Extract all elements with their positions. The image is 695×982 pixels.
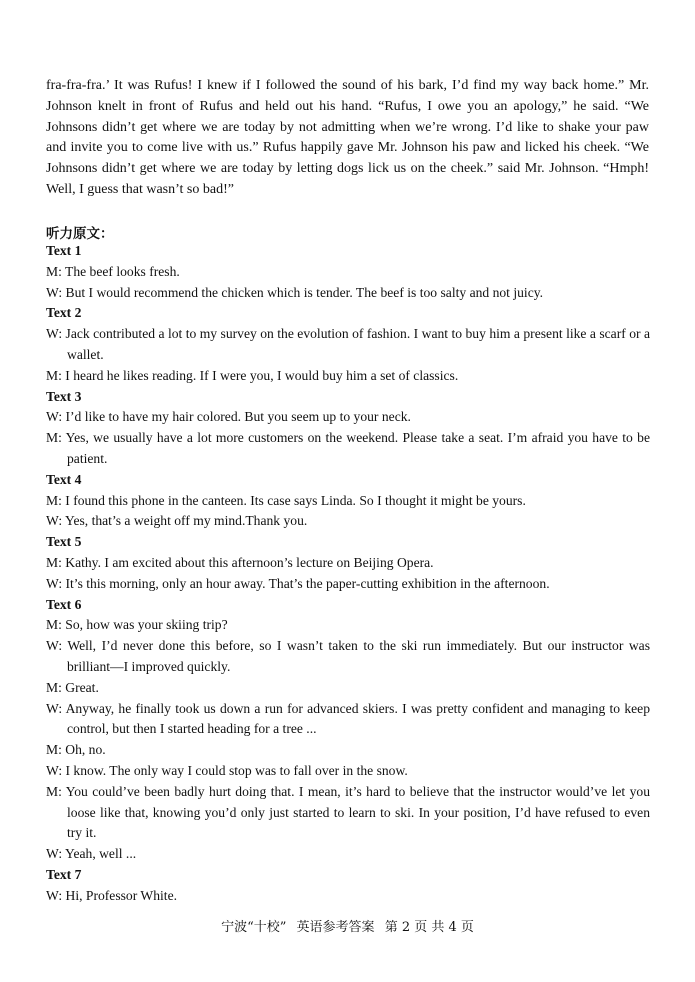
dialogue-line: M: I heard he likes reading. If I were you, I would buy him a set of classics. [46, 367, 459, 383]
page-footer [0, 916, 695, 935]
text-title: Text 6 [46, 596, 82, 612]
dialogue-line: W: Jack contributed a lot to my survey on the evolution of fashion. I want to buy him a present like a scarf or a wallet. [46, 326, 650, 362]
text-block-5 [46, 532, 650, 594]
text-title: Text 7 [46, 866, 82, 882]
dialogue-line: W: I know. The only way I could stop was to fall over in the snow. [46, 762, 408, 778]
footer-subject: 英语参考答案 [296, 920, 375, 935]
dialogue-line: M: Oh, no. [46, 742, 106, 758]
text-title: Text 2 [46, 305, 82, 321]
text-title: Text 4 [46, 471, 82, 487]
dialogue-line: W: Yeah, well ... [46, 846, 137, 862]
text-block-3 [46, 387, 650, 470]
dialogue-line: W: But I would recommend the chicken which is tender. The beef is too salty and not juicy. [46, 284, 544, 300]
dialogue-line: W: I’d like to have my hair colored. But you seem up to your neck. [46, 409, 411, 425]
dialogue-line: W: Hi, Professor White. [46, 887, 178, 903]
listening-transcript [46, 241, 650, 907]
section-heading: 听力原文： [46, 226, 114, 242]
text-title: Text 5 [46, 534, 82, 550]
text-block-7 [46, 865, 650, 907]
dialogue-line: M: You could’ve been badly hurt doing that. I mean, it’s hard to believe that the instructor would’ve let you loose like that, knowing you’d only just started to learn to ski. In your position, I’d have refused to even try it. [46, 783, 650, 841]
dialogue-line: M: Yes, we usually have a lot more customers on the weekend. Please take a seat. I’m afraid you have to be patient. [46, 430, 650, 466]
dialogue-line: M: So, how was your skiing trip? [46, 617, 228, 633]
text-block-4 [46, 470, 650, 532]
footer-school: 宁波“十校” [221, 920, 287, 935]
text-title: Text 3 [46, 388, 82, 404]
dialogue-line: W: Well, I’d never done this before, so I wasn’t taken to the ski run immediately. But our instructor was brilliant—I improved quickly. [46, 638, 650, 674]
dialogue-line: W: Anyway, he finally took us down a run for advanced skiers. I was pretty confident and managing to keep control, but then I started heading for a tree ... [46, 700, 650, 737]
text-block-6 [46, 595, 650, 865]
footer-page-number: 第 2 页 共 4 页 [384, 920, 474, 935]
story-paragraph: fra-fra-fra.’ It was Rufus! I knew if I followed the sound of his bark, I’d find my way back home.” Mr. Johnson knelt in front of Rufus and held out his hand. “Rufus, I owe you an apology,” he said. “We Johnsons didn’t get where we are today by not admitting when we’re wrong. I’d like to shake your paw and invite you to come live with us.” Rufus happily gave Mr. Johnson his paw and licked his cheek. “We Johnsons didn’t get where we are today by letting dogs lick us on the cheek.” said Mr. Johnson. “Hmph! Well, I guess that wasn’t so bad!” [46, 78, 649, 197]
dialogue-line: M: Kathy. I am excited about this afternoon’s lecture on Beijing Opera. [46, 554, 434, 570]
text-title: Text 1 [46, 243, 82, 258]
text-block-1 [46, 241, 650, 303]
text-block-2 [46, 303, 650, 386]
dialogue-line: W: Yes, that’s a weight off my mind.Thank you. [46, 513, 308, 529]
dialogue-line: M: Great. [46, 679, 99, 695]
dialogue-line: W: It’s this morning, only an hour away. That’s the paper-cutting exhibition in the afternoon. [46, 575, 550, 591]
dialogue-line: M: I found this phone in the canteen. Its case says Linda. So I thought it might be yours. [46, 492, 526, 508]
dialogue-line: M: The beef looks fresh. [46, 263, 180, 279]
